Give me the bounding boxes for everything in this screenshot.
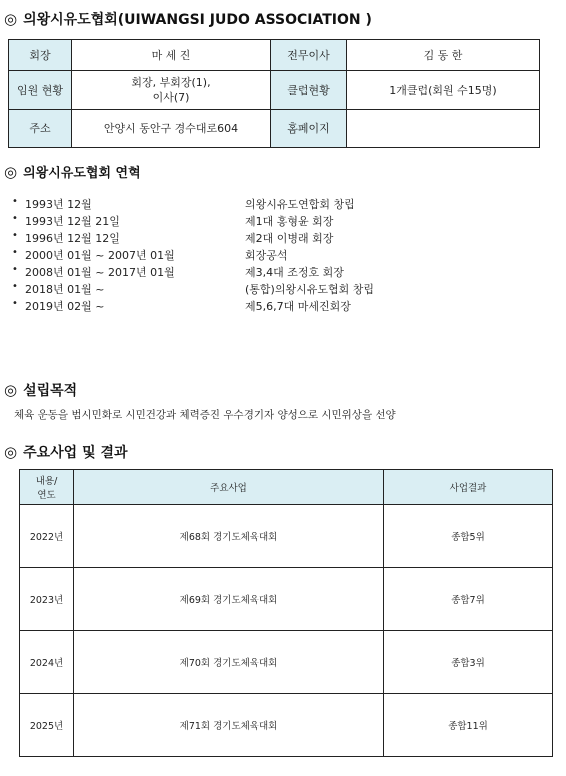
club-status-value: 1개클럽(회원 수15명) [347, 71, 540, 110]
history-date: 2019년 02월 ~ [25, 300, 105, 313]
officers-label: 임원 현황 [9, 71, 72, 110]
history-event: 제3,4대 조정호 회장 [245, 266, 344, 279]
row-project: 제69회 경기도체육대회 [74, 568, 384, 631]
info-row-president [9, 40, 540, 71]
executive-director-label: 전무이사 [271, 40, 347, 71]
year-header [20, 470, 74, 505]
business-title [4, 442, 128, 462]
table-row [20, 568, 553, 631]
club-status-label: 클럽현황 [271, 71, 347, 110]
officers-value-line1: 회장, 부회장(1), [131, 76, 211, 89]
history-event: 의왕시유도연합회 창립 [245, 198, 355, 211]
row-year: 2023년 [20, 568, 74, 631]
homepage-label: 홈페이지 [271, 110, 347, 148]
president-value: 마 세 진 [72, 40, 271, 71]
bullet-icon: • [12, 281, 18, 292]
homepage-value [347, 110, 540, 148]
address-label: 주소 [9, 110, 72, 148]
history-date: 2008년 01월 ~ 2017년 01월 [25, 266, 175, 279]
business-header-row [20, 470, 553, 505]
bullet-icon: • [12, 230, 18, 241]
bullet-icon: • [12, 298, 18, 309]
circle-mark-icon: ◎ [4, 443, 18, 461]
project-header: 주요사업 [74, 470, 384, 505]
row-result: 종합11위 [384, 694, 553, 757]
history-date: 1993년 12월 [25, 198, 92, 211]
row-result: 종합5위 [384, 505, 553, 568]
business-title-text: 주요사업 및 결과 [23, 445, 128, 461]
circle-mark-icon: ◎ [4, 381, 18, 399]
row-project: 제71회 경기도체육대회 [74, 694, 384, 757]
bullet-icon: • [12, 213, 18, 224]
officers-value [72, 71, 271, 110]
row-project: 제68회 경기도체육대회 [74, 505, 384, 568]
page-title-text: 의왕시유도협회(UIWANGSI JUDO ASSOCIATION ) [23, 12, 372, 28]
history-date: 1993년 12월 21일 [25, 215, 120, 228]
row-year: 2024년 [20, 631, 74, 694]
bullet-icon: • [12, 196, 18, 207]
bullet-icon: • [12, 264, 18, 275]
purpose-text: 체육 운동을 범시민화로 시민건강과 체력증진 우수경기자 양성으로 시민위상을 선양 [14, 409, 396, 421]
row-project: 제70회 경기도체육대회 [74, 631, 384, 694]
page-title [4, 9, 372, 29]
year-header-line1: 내용/ [35, 476, 58, 487]
info-row-officers [9, 71, 540, 110]
history-date: 2000년 01월 ~ 2007년 01월 [25, 249, 175, 262]
result-header: 사업결과 [384, 470, 553, 505]
purpose-title-text: 설립목적 [23, 383, 78, 399]
row-year: 2025년 [20, 694, 74, 757]
history-title-text: 의왕시유도협회 연혁 [23, 166, 141, 181]
bullet-icon: • [12, 247, 18, 258]
row-result: 종합7위 [384, 568, 553, 631]
history-event: (통합)의왕시유도협회 창립 [245, 283, 374, 296]
table-row [20, 631, 553, 694]
history-title [4, 162, 141, 181]
history-event: 회장공석 [245, 249, 288, 262]
purpose-title [4, 380, 77, 400]
officers-value-line2: 이사(7) [152, 91, 190, 104]
history-date: 1996년 12월 12일 [25, 232, 120, 245]
executive-director-value: 김 동 한 [347, 40, 540, 71]
history-event: 제1대 홍형윤 회장 [245, 215, 334, 228]
history-date: 2018년 01월 ~ [25, 283, 105, 296]
year-header-line2: 연도 [37, 490, 56, 501]
history-event: 제2대 이병래 회장 [245, 232, 334, 245]
table-row [20, 505, 553, 568]
row-year: 2022년 [20, 505, 74, 568]
info-row-address [9, 110, 540, 148]
circle-mark-icon: ◎ [4, 10, 18, 28]
address-value: 안양시 동안구 경수대로604 [72, 110, 271, 148]
history-event: 제5,6,7대 마세진회장 [245, 300, 351, 313]
info-table [8, 39, 540, 148]
circle-mark-icon: ◎ [4, 163, 18, 181]
table-row [20, 694, 553, 757]
business-table [19, 469, 553, 757]
president-label: 회장 [9, 40, 72, 71]
row-result: 종합3위 [384, 631, 553, 694]
